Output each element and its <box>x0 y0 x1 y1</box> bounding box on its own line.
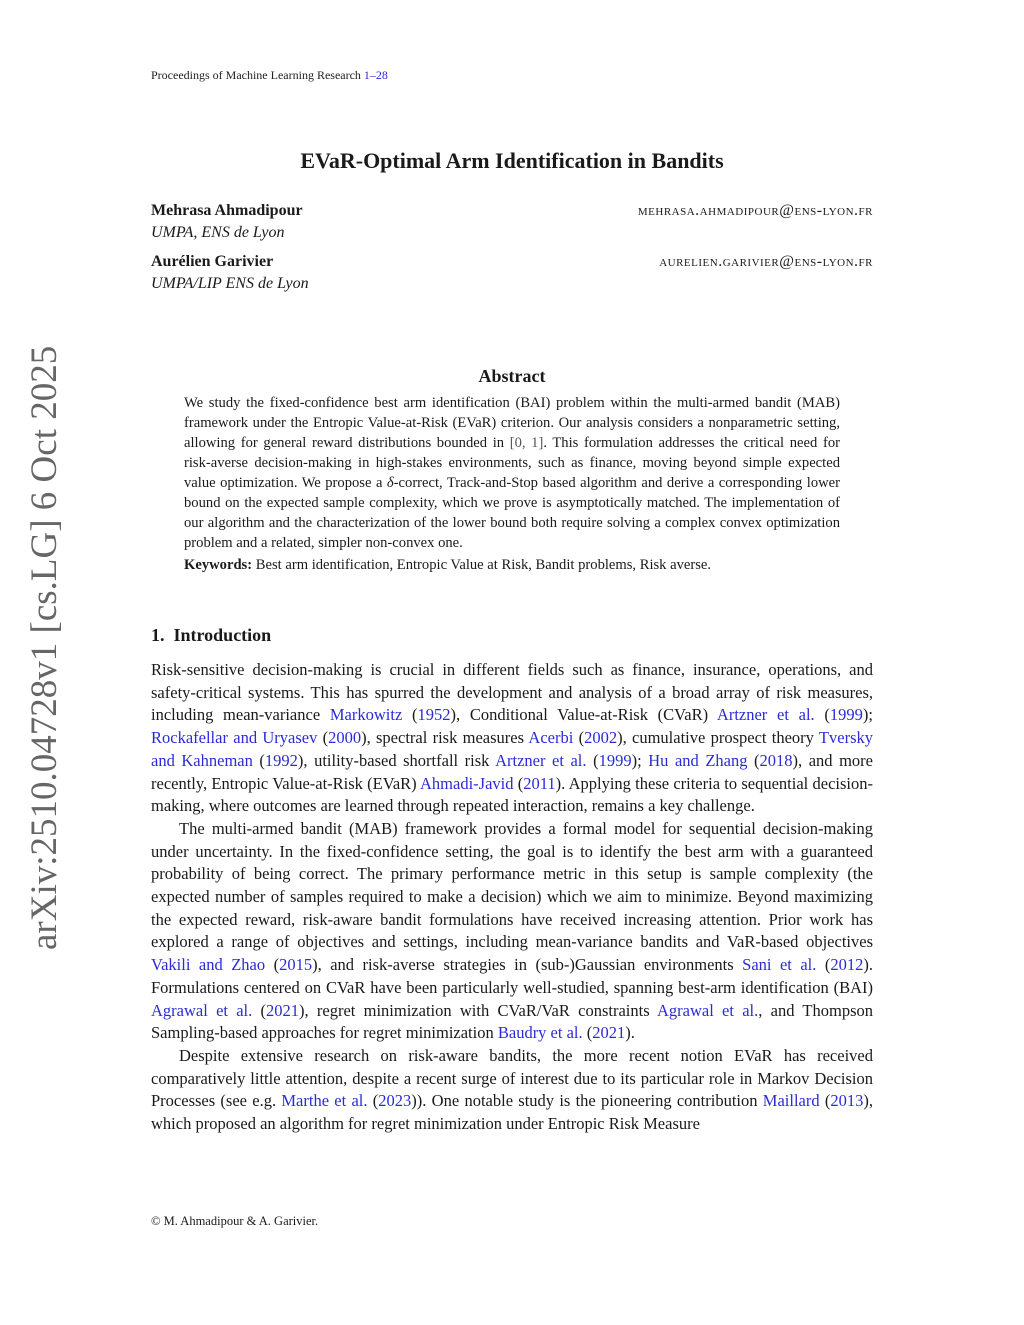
abstract-heading: Abstract <box>478 366 546 386</box>
section-number: 1. <box>151 625 165 645</box>
paragraph-text: ( <box>513 773 524 793</box>
abstract-body <box>184 393 840 575</box>
paragraph-text: ( <box>367 1091 379 1111</box>
citation-link[interactable]: Marthe et al. <box>281 1091 368 1111</box>
citation-link[interactable]: 2000 <box>328 728 362 748</box>
paragraph-text: ), and risk-averse strategies in (sub-)Gaussian environments <box>312 955 743 975</box>
citation-link[interactable]: Markowitz <box>329 705 403 725</box>
author-email[interactable]: aurelien.garivier@ens-lyon.fr <box>659 253 873 270</box>
paragraph-text: Risk-sensitive decision-making is crucial in different fields such as finance, insurance, operations, and safety-critical systems. This has spurred the development and analysis of a broad array of risk measures, including mean-variance <box>151 660 873 725</box>
citation-link[interactable]: Tversky and Kahneman <box>151 728 873 770</box>
paragraph-text: ), regret minimization with CVaR/VaR constraints <box>299 1000 657 1020</box>
paragraph-text: ), spectral risk measures <box>361 728 529 748</box>
citation-link[interactable]: Artzner et al. <box>495 750 587 770</box>
paragraph-text: ( <box>816 955 831 975</box>
paragraph-text: ( <box>814 705 830 725</box>
math-delta: δ <box>386 475 394 491</box>
author-affiliation: UMPA, ENS de Lyon <box>151 224 285 241</box>
abstract-text: . This formulation addresses the critical need for risk-averse decision-making in high-stakes environments, such as finance, moving beyond simple expected value optimization. We propose a <box>184 435 840 491</box>
keywords-list: Best arm identification, Entropic Value at Risk, Bandit problems, Risk averse. <box>252 557 712 573</box>
section-heading <box>151 625 271 646</box>
citation-link[interactable]: Baudry et al. <box>497 1023 583 1043</box>
paragraph-text: ( <box>317 728 329 748</box>
paragraph-text: ), utility-based shortfall risk <box>297 750 496 770</box>
citation-link[interactable]: 2011 <box>523 773 556 793</box>
paragraph-text: , and Thompson Sampling-based approaches for regret minimization <box>151 1000 873 1043</box>
keywords-line <box>184 555 840 575</box>
paragraph-text: The multi-armed bandit (MAB) framework provides a formal model for sequential decision-making under uncertainty. In the fixed-confidence setting, the goal is to identify the best arm with a guaranteed probability of being correct. The primary performance metric in this setup is sample complexity (the expected number of samples required to make a decision) which we aim to minimize. Beyond maximizing the expected reward, risk-aware bandit formulations have received increasing attention. Prior work has explored a range of objectives and settings, including mean-variance bandits and VaR-based objectives <box>151 818 873 952</box>
paragraph-text: ( <box>747 750 760 770</box>
citation-link[interactable]: 2012 <box>830 955 864 975</box>
author-name: Mehrasa Ahmadipour <box>151 202 303 219</box>
body-paragraph <box>151 659 873 818</box>
paragraph-text: ). Applying these criteria to sequential decision-making, where outcomes are learned through repeated interaction, remains a key challenge. <box>151 773 873 816</box>
body-paragraph <box>151 818 873 1045</box>
keywords-label: Keywords: <box>184 557 253 573</box>
paragraph-text: ( <box>265 955 280 975</box>
citation-link[interactable]: Rockafellar and Uryasev <box>151 728 318 748</box>
paragraph-text: ( <box>573 728 585 748</box>
citation-link[interactable]: 1999 <box>829 705 863 725</box>
math-interval: [0, 1] <box>509 435 544 451</box>
citation-link[interactable]: Acerbi <box>528 728 574 748</box>
introduction-body <box>151 659 873 1136</box>
citation-link[interactable]: Hu and Zhang <box>648 750 748 770</box>
citation-link[interactable]: Vakili and Zhao <box>151 955 266 975</box>
abstract-paragraph <box>184 393 840 553</box>
section-title: Introduction <box>173 625 272 645</box>
abstract-text: -correct, Track-and-Stop based algorithm and derive a corresponding lower bound on the expected sample complexity, which we prove is asymptotically matched. The implementation of our algorithm and the characterization of the lower bound both require solving a complex convex optimization problem and a related, simpler non-convex one. <box>184 475 840 551</box>
citation-link[interactable]: 2023 <box>378 1091 412 1111</box>
paragraph-text: ). <box>625 1023 635 1043</box>
running-head <box>151 68 388 83</box>
paragraph-text: ), and more recently, Entropic Value-at-Risk (EVaR) <box>151 750 874 793</box>
abstract-text: We study the fixed-confidence best arm identification (BAI) problem within the multi-armed bandit (MAB) framework under the Entropic Value-at-Risk (EVaR) criterion. Our analysis considers a nonparametric setting, allowing for general reward distributions bounded in <box>184 395 840 451</box>
paragraph-text: ), which proposed an algorithm for regret minimization under Entropic Risk Measure <box>151 1091 874 1134</box>
author-block-2 <box>151 253 873 293</box>
author-email[interactable]: mehrasa.ahmadipour@ens-lyon.fr <box>637 202 873 219</box>
paragraph-text: ), cumulative prospect theory <box>617 728 819 748</box>
page-range-link[interactable]: 1–28 <box>363 68 388 82</box>
paragraph-text: ). Formulations centered on CVaR have been particularly well-studied, spanning best-arm identification (BAI) <box>151 955 874 997</box>
body-paragraph <box>151 1045 873 1136</box>
citation-link[interactable]: Maillard <box>762 1091 820 1111</box>
citation-link[interactable]: 1999 <box>598 750 632 770</box>
citation-link[interactable]: Ahmadi-Javid <box>420 773 514 793</box>
paragraph-text: ( <box>819 1091 831 1111</box>
paragraph-text: ( <box>402 705 418 725</box>
paragraph-text: ); <box>631 750 649 770</box>
citation-link[interactable]: 2018 <box>759 750 793 770</box>
citation-link[interactable]: Artzner et al. <box>716 705 815 725</box>
paragraph-text: )). One notable study is the pioneering contribution <box>411 1091 763 1111</box>
author-name: Aurélien Garivier <box>151 253 274 270</box>
citation-link[interactable]: 2021 <box>266 1000 300 1020</box>
paragraph-text: ( <box>582 1023 593 1043</box>
paragraph-text: ( <box>252 750 265 770</box>
citation-link[interactable]: Agrawal et al. <box>656 1000 759 1020</box>
citation-link[interactable]: 2015 <box>279 955 313 975</box>
paper-title: EVaR-Optimal Arm Identification in Bandits <box>300 148 724 173</box>
citation-link[interactable]: 2002 <box>584 728 618 748</box>
citation-link[interactable]: 1952 <box>417 705 451 725</box>
paragraph-text: Despite extensive research on risk-aware bandits, the more recent notion EVaR has received comparatively little attention, despite a recent surge of interest due to its particular role in Markov Decision Processes (see e.g. <box>151 1045 873 1111</box>
copyright-footer: © M. Ahmadipour & A. Garivier. <box>151 1214 319 1228</box>
paragraph-text: ( <box>252 1000 267 1020</box>
paragraph-text: ( <box>586 750 599 770</box>
author-block-1 <box>151 202 873 242</box>
arxiv-identifier: arXiv:2510.04728v1 [cs.LG] 6 Oct 2025 <box>24 345 65 950</box>
citation-link[interactable]: Agrawal et al. <box>151 1000 253 1020</box>
citation-link[interactable]: Sani et al. <box>742 955 817 975</box>
running-head-text: Proceedings of Machine Learning Research <box>151 68 364 82</box>
paragraph-text: ); <box>862 705 874 725</box>
citation-link[interactable]: 2021 <box>592 1023 626 1043</box>
citation-link[interactable]: 1992 <box>264 750 298 770</box>
author-affiliation: UMPA/LIP ENS de Lyon <box>151 275 309 292</box>
citation-link[interactable]: 2013 <box>830 1091 864 1111</box>
paragraph-text: ), Conditional Value-at-Risk (CVaR) <box>450 705 717 725</box>
